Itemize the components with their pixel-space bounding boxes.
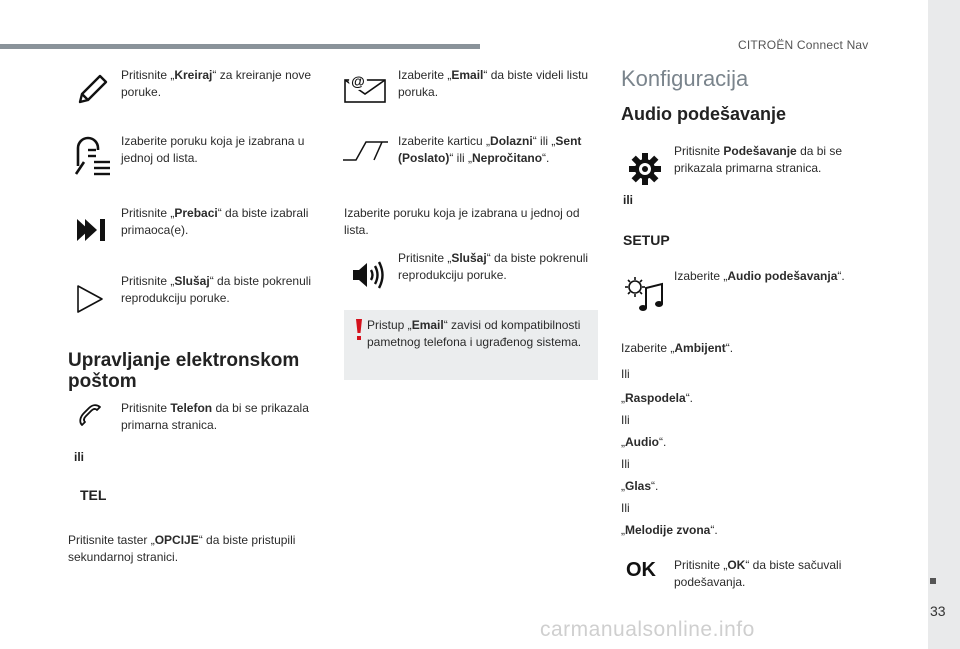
kartica-instruction: Izaberite karticu „Dolazni“ ili „Sent (Poslato)“ ili „Nepročitano“. <box>398 134 582 165</box>
audio-option: „Audio“. <box>621 435 667 449</box>
setup-button-label: SETUP <box>623 232 670 248</box>
slusaj-instruction-col2: Pritisnite „Slušaj“ da biste pokrenuli reprodukciju poruke. <box>398 251 589 282</box>
telefon-instruction: Pritisnite Telefon da bi se prikazala primarna stranica. <box>121 401 309 432</box>
email-envelope-icon <box>344 70 388 104</box>
ili-separator-4: Ili <box>621 501 630 515</box>
prebaci-instruction: Pritisnite „Prebaci“ da biste izabrali primaoca(e). <box>121 206 309 237</box>
section-title-email: Upravljanje elektronskom poštom <box>68 350 300 392</box>
raspodela-option: „Raspodela“. <box>621 391 694 405</box>
phone-icon <box>76 401 106 431</box>
melodije-option: „Melodije zvona“. <box>621 523 718 537</box>
header-brand: CITROËN Connect Nav <box>738 38 869 52</box>
ili-separator-3: Ili <box>621 457 630 471</box>
izaberite-poruku-text-col2: Izaberite poruku koja je izabrana u jednoj od lista. <box>344 206 580 237</box>
tab-icon <box>342 140 390 162</box>
izaberite-poruku-text: Izaberite poruku koja je izabrana u jednoj od lista. <box>121 134 305 165</box>
speaker-icon <box>351 260 387 290</box>
ambijent-option: Izaberite „Ambijent“. <box>621 341 734 355</box>
pencil-icon <box>74 72 110 108</box>
svg-text:@: @ <box>351 73 365 89</box>
podesavanje-instruction: Pritisnite Podešavanje da bi se prikazala primarna stranica. <box>674 144 843 175</box>
gear-music-icon <box>624 276 664 312</box>
config-title: Konfiguracija <box>621 66 749 91</box>
play-icon <box>74 283 106 315</box>
tel-button-label: TEL <box>80 487 107 503</box>
exclamation-icon <box>351 318 367 342</box>
continue-marker <box>930 578 936 584</box>
forward-icon <box>74 213 108 247</box>
ok-instruction: Pritisnite „OK“ da biste sačuvali podešavanja. <box>674 558 842 589</box>
email-instruction: Izaberite „Email“ da biste videli listu poruka. <box>398 68 589 99</box>
watermark: carmanualsonline.info <box>540 618 755 641</box>
ili-label-col3: ili <box>623 193 634 207</box>
kreiraj-instruction: Pritisnite „Kreiraj“ za kreiranje nove poruke. <box>121 68 312 99</box>
header-rule <box>0 44 480 49</box>
message-list-icon <box>72 136 114 178</box>
ili-separator-1: Ili <box>621 367 630 381</box>
ili-separator-2: Ili <box>621 413 630 427</box>
audio-podesavanja-instruction: Izaberite „Audio podešavanja“. <box>674 269 845 283</box>
page-number: 33 <box>930 603 946 619</box>
ok-button-label: OK <box>626 559 656 581</box>
warning-text: Pristup „Email“ zavisi od kompatibilnosti pametnog telefona i ugrađenog sistema. <box>367 318 582 349</box>
glas-option: „Glas“. <box>621 479 659 493</box>
page-edge-strip <box>928 0 960 649</box>
audio-settings-title: Audio podešavanje <box>621 104 787 124</box>
gear-icon <box>628 152 662 186</box>
slusaj-instruction-col1: Pritisnite „Slušaj“ da biste pokrenuli reprodukciju poruke. <box>121 274 312 305</box>
opcije-instruction: Pritisnite taster „OPCIJE“ da biste pristupili sekundarnoj stranici. <box>68 533 296 564</box>
ili-label-col1: ili <box>74 450 85 464</box>
